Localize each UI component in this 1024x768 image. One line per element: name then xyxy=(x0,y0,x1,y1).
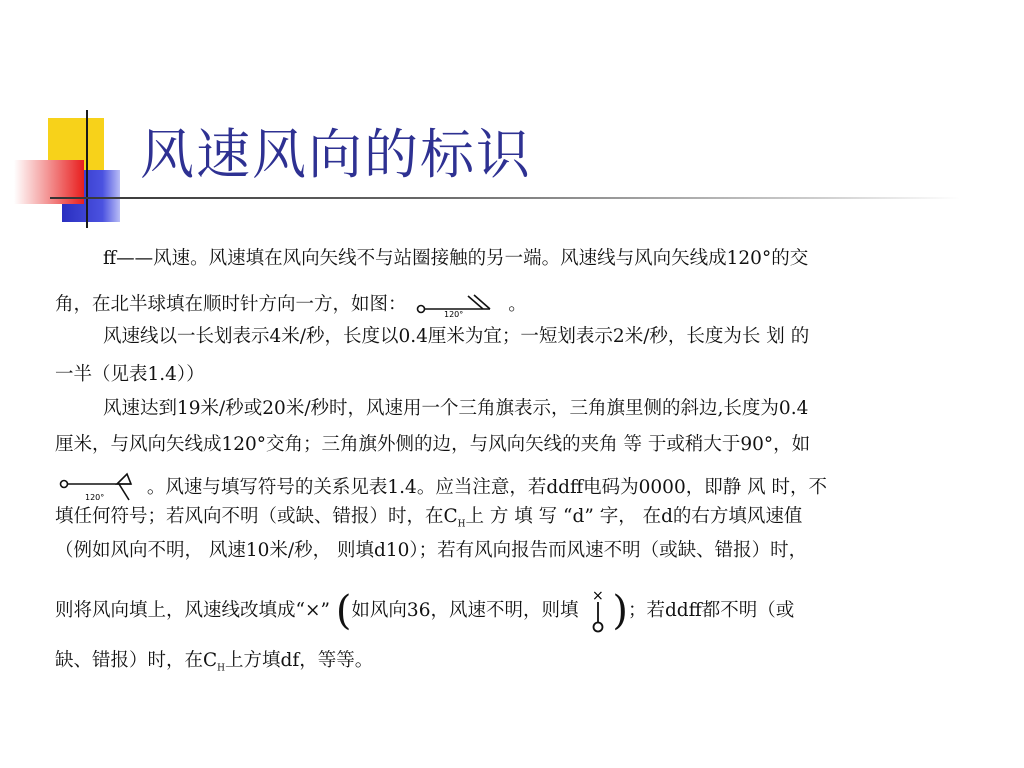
text-span: 则将风向填上，风速线改填成“×” xyxy=(55,600,330,621)
text-span: 上 方 填 写 “d” 字， 在d的右方填风速值 xyxy=(465,506,803,527)
right-paren: ) xyxy=(612,588,628,634)
slide-title: 风速风向的标识 xyxy=(140,123,532,186)
paragraph-line xyxy=(55,652,373,674)
paragraph-line xyxy=(55,588,794,634)
paragraph-line: 风速线以一长划表示4米/秒，长度以0.4厘米为宜；一短划表示2米/秒，长度为长 划 的 xyxy=(103,326,810,347)
left-paren: ( xyxy=(335,588,352,634)
text-span: 角，在北半球填在顺时针方向一方，如图： xyxy=(55,294,407,315)
wind-direction-unknown-speed-diagram xyxy=(588,588,608,634)
subscript: H xyxy=(457,519,466,530)
paragraph-line: ff——风速。风速填在风向矢线不与站圈接触的另一端。风速线与风向矢线成120°的交 xyxy=(103,248,809,269)
text-span: 如风向36，风速不明，则填 xyxy=(351,600,579,621)
text-span: ；若ddff都不明（或 xyxy=(627,600,795,621)
text-span: 。风速与填写符号的关系见表1.4。应当注意，若ddff电码为0000，即静 风 时，不 xyxy=(146,477,827,498)
wind-flag-diagram xyxy=(59,472,137,504)
diagram-angle-label: 120° xyxy=(85,493,105,502)
diagram-cross-label: × xyxy=(592,588,605,604)
text-span: 上方填df，等等。 xyxy=(225,650,374,671)
title-underline xyxy=(50,197,960,199)
diagram-angle-label: 120° xyxy=(444,310,464,318)
vertical-rule xyxy=(86,110,88,228)
paragraph-line xyxy=(55,508,802,530)
paragraph-line: 厘米，与风向矢线成120°交角；三角旗外侧的边，与风向矢线的夹角 等 于或稍大于90°，如 xyxy=(55,434,811,455)
wind-barb-120-diagram xyxy=(416,292,498,318)
paragraph-line: 一半（见表1.4）） xyxy=(55,364,205,385)
text-span: 填任何符号；若风向不明（或缺、错报）时，在C xyxy=(55,506,458,527)
paragraph-line: （例如风向不明， 风速10米/秒， 则填d10）；若有风向报告而风速不明（或缺、错报）时， xyxy=(55,540,808,561)
text-span: 缺、错报）时，在C xyxy=(55,650,218,671)
paragraph-line xyxy=(55,292,527,318)
paragraph-line: 风速达到19米/秒或20米/秒时，风速用一个三角旗表示，三角旗里侧的斜边,长度为0.4 xyxy=(103,398,809,419)
text-span: 。 xyxy=(508,294,527,315)
subscript: H xyxy=(217,663,226,674)
paragraph-line xyxy=(55,472,827,504)
